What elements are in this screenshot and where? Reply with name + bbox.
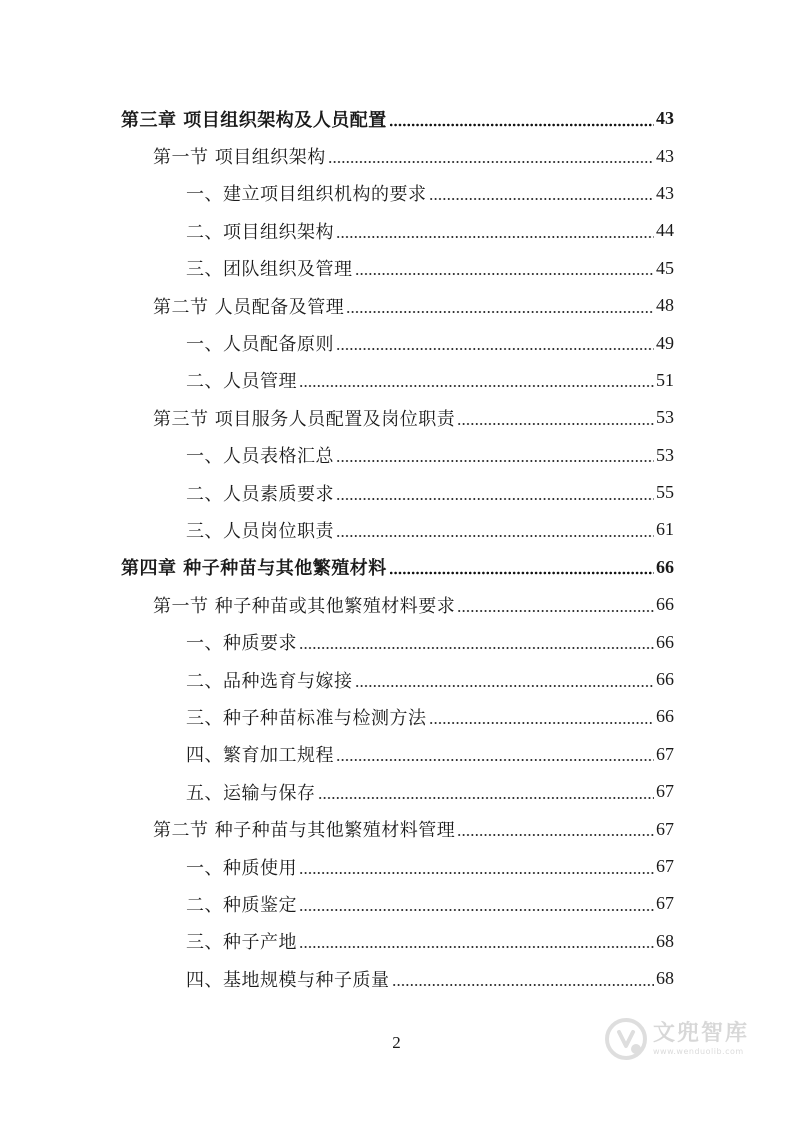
toc-entry-title: 一、人员配备原则 <box>186 334 334 356</box>
page-number: 2 <box>392 1033 401 1052</box>
wenduo-logo-icon <box>605 1018 647 1060</box>
toc-entry-page: 43 <box>656 182 674 203</box>
toc-entry-page: 67 <box>656 743 674 764</box>
toc-entry[interactable] <box>0 549 793 586</box>
toc-entry[interactable] <box>0 661 793 698</box>
toc-entry[interactable] <box>0 810 793 847</box>
toc-entry[interactable] <box>0 885 793 922</box>
toc-dot-leader <box>299 932 654 950</box>
toc-entry-title: 四、繁育加工规程 <box>186 745 334 767</box>
toc-entry-page: 44 <box>656 220 674 241</box>
toc-dot-leader <box>457 820 654 838</box>
toc-entry-title: 二、种质鉴定 <box>186 894 297 916</box>
toc-dot-leader <box>299 633 654 651</box>
toc-entry-page: 67 <box>656 856 674 876</box>
toc-entry-page: 66 <box>656 631 674 652</box>
toc-entry-page: 43 <box>656 108 674 129</box>
toc-dot-leader <box>299 895 654 913</box>
toc-entry-title: 五、运输与保存 <box>186 782 316 804</box>
toc-entry-title: 一、人员表格汇总 <box>186 446 334 468</box>
watermark-title: 文兜智库 <box>652 1020 749 1046</box>
toc-dot-leader <box>389 110 654 128</box>
toc-entry[interactable] <box>0 698 793 735</box>
toc-entry-title: 三、人员岗位职责 <box>186 520 334 542</box>
toc-dot-leader <box>336 745 654 763</box>
toc-entry[interactable] <box>0 362 793 399</box>
toc-entry-page: 61 <box>656 519 674 540</box>
toc-entry-page: 67 <box>656 893 674 914</box>
toc-entry-page: 66 <box>656 594 674 615</box>
toc-dot-leader <box>318 783 655 801</box>
toc-entry-page: 45 <box>656 257 674 278</box>
toc-entry-page: 53 <box>656 444 674 465</box>
toc-entry-page: 55 <box>656 482 674 503</box>
toc-entry[interactable] <box>0 474 793 511</box>
toc-dot-leader <box>336 222 654 240</box>
toc-entry-title: 二、品种选育与嫁接 <box>186 670 353 692</box>
toc-entry[interactable] <box>0 250 793 287</box>
toc-dot-leader <box>336 521 654 539</box>
toc-entry[interactable] <box>0 437 793 474</box>
toc-entry-title: 二、项目组织架构 <box>186 221 334 243</box>
toc-entry-title: 一、建立项目组织机构的要求 <box>186 184 427 206</box>
toc-entry-page: 48 <box>656 295 674 316</box>
toc-dot-leader <box>328 147 654 165</box>
toc-entry[interactable] <box>0 773 793 810</box>
watermark <box>605 1018 749 1060</box>
toc-entry[interactable] <box>0 137 793 174</box>
toc-entry[interactable] <box>0 736 793 773</box>
toc-dot-leader <box>299 858 654 876</box>
toc-dot-leader <box>355 671 655 689</box>
toc-entry-page: 66 <box>656 706 674 727</box>
toc-entry-title: 第三章 项目组织架构及人员配置 <box>121 109 387 131</box>
toc-entry-title: 三、种子种苗标准与检测方法 <box>186 707 427 729</box>
toc-entry[interactable] <box>0 324 793 361</box>
toc-entry[interactable] <box>0 511 793 548</box>
toc-entry-page: 66 <box>656 669 674 690</box>
toc-entry[interactable] <box>0 960 793 997</box>
toc-dot-leader <box>336 484 654 502</box>
toc-dot-leader <box>336 334 654 352</box>
toc-entry-page: 43 <box>656 145 674 166</box>
toc-entry-title: 三、种子产地 <box>186 932 297 954</box>
toc-entry[interactable] <box>0 175 793 212</box>
toc-entry-page: 51 <box>656 369 674 390</box>
toc-entry[interactable] <box>0 212 793 249</box>
toc-entry-title: 第四章 种子种苗与其他繁殖材料 <box>121 558 387 580</box>
toc-entry[interactable] <box>0 287 793 324</box>
toc-dot-leader <box>457 596 654 614</box>
toc-entry[interactable] <box>0 848 793 885</box>
toc-dot-leader <box>346 297 654 315</box>
toc-entry-page: 68 <box>656 968 674 989</box>
table-of-contents <box>0 100 793 997</box>
toc-entry[interactable] <box>0 399 793 436</box>
toc-entry-title: 三、团队组织及管理 <box>186 259 353 281</box>
toc-dot-leader <box>389 558 654 576</box>
toc-dot-leader <box>392 970 655 988</box>
toc-entry-page: 68 <box>656 930 674 951</box>
toc-entry-page: 67 <box>656 781 674 802</box>
watermark-url: www.wenduolib.com <box>652 1046 744 1056</box>
toc-entry-page: 49 <box>656 332 674 353</box>
toc-entry[interactable] <box>0 100 793 137</box>
toc-entry[interactable] <box>0 586 793 623</box>
toc-dot-leader <box>429 184 655 202</box>
toc-dot-leader <box>355 259 655 277</box>
toc-entry-title: 第一节 种子种苗或其他繁殖材料要求 <box>153 595 456 617</box>
toc-entry-title: 二、人员管理 <box>186 371 297 393</box>
toc-dot-leader <box>457 409 654 427</box>
toc-entry-title: 四、基地规模与种子质量 <box>186 969 390 991</box>
toc-entry-title: 第二节 人员配备及管理 <box>153 296 345 318</box>
toc-entry-page: 66 <box>656 556 674 577</box>
toc-entry-page: 67 <box>656 818 674 839</box>
toc-entry-title: 第二节 种子种苗与其他繁殖材料管理 <box>153 820 456 842</box>
toc-entry[interactable] <box>0 923 793 960</box>
toc-dot-leader <box>299 371 654 389</box>
toc-entry-title: 第三节 项目服务人员配置及岗位职责 <box>153 408 456 430</box>
toc-entry-page: 53 <box>656 407 674 428</box>
toc-entry-title: 一、种质要求 <box>186 633 297 655</box>
toc-entry[interactable] <box>0 623 793 660</box>
toc-dot-leader <box>336 446 654 464</box>
toc-entry-title: 一、种质使用 <box>186 857 297 879</box>
toc-dot-leader <box>429 708 655 726</box>
toc-entry-title: 二、人员素质要求 <box>186 483 334 505</box>
toc-entry-title: 第一节 项目组织架构 <box>153 147 326 169</box>
